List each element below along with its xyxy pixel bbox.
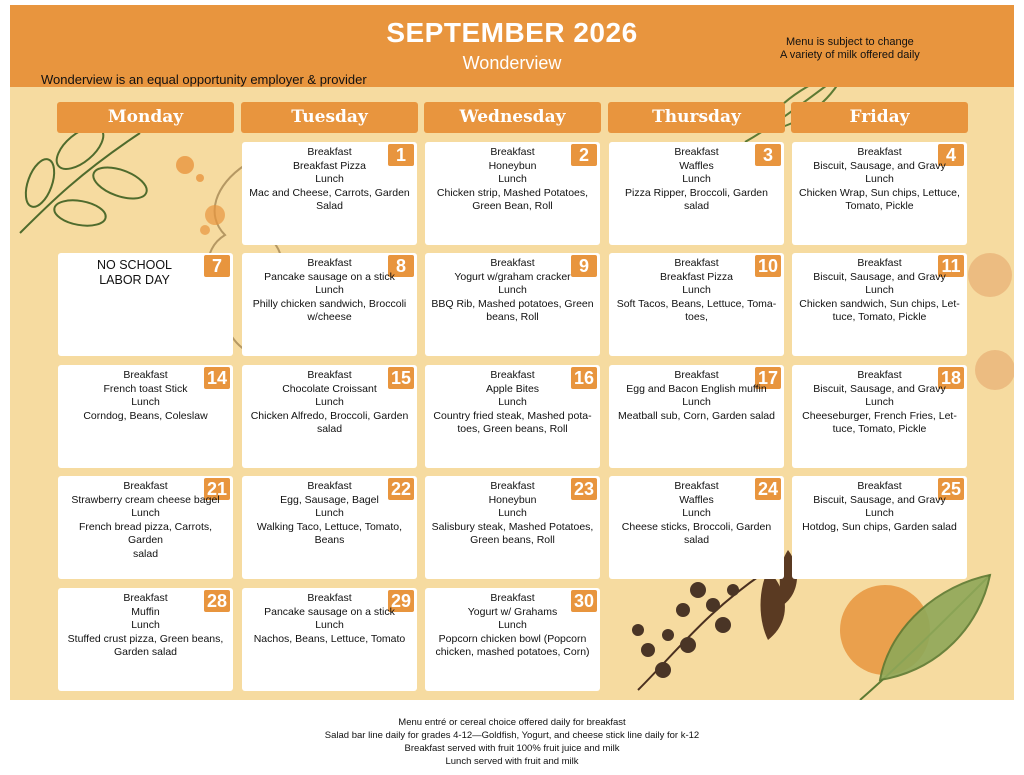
- menu-line: Breakfast: [857, 146, 902, 158]
- menu-text: [246, 592, 413, 646]
- day-cell-tuesday: [242, 253, 417, 356]
- footer-line: Lunch served with fruit and milk: [445, 756, 579, 767]
- menu-line: Strawberry cream cheese bagel: [71, 493, 220, 506]
- footer-line: Menu entré or cereal choice offered daily for breakfast: [398, 717, 626, 728]
- menu-line: Lunch: [865, 173, 894, 185]
- calendar-frame: [10, 5, 1014, 700]
- menu-line: Breakfast: [490, 257, 535, 269]
- day-cell-wednesday: [425, 253, 600, 356]
- menu-line: Biscuit, Sausage, and Gravy: [813, 382, 946, 395]
- menu-line: Breakfast: [123, 480, 168, 492]
- menu-line: Lunch: [315, 507, 344, 519]
- menu-line: Green Bean, Roll: [472, 200, 553, 212]
- menu-text: [613, 257, 780, 325]
- header-notes: [780, 36, 920, 62]
- day-cell-tuesday: [242, 365, 417, 468]
- menu-line: Meatball sub, Corn, Garden salad: [617, 409, 775, 422]
- berry-branch-icon: [960, 245, 1014, 405]
- menu-line: Breakfast: [857, 480, 902, 492]
- date-number: 21: [204, 478, 230, 500]
- menu-line: Popcorn chicken bowl (Popcorn: [438, 632, 587, 645]
- menu-line: Lunch: [315, 284, 344, 296]
- menu-line: Breakfast: [307, 369, 352, 381]
- eeo-statement: Wonderview is an equal opportunity employer & provider: [41, 72, 367, 87]
- day-cell-thursday: [609, 142, 784, 245]
- menu-line: BBQ Rib, Mashed potatoes, Green: [431, 297, 594, 310]
- menu-line: Salisbury steak, Mashed Potatoes,: [431, 520, 594, 533]
- menu-text: [429, 369, 596, 437]
- menu-line: salad: [316, 423, 343, 435]
- day-cell-wednesday: [425, 476, 600, 579]
- menu-line: Lunch: [682, 284, 711, 296]
- menu-line: Breakfast: [123, 592, 168, 604]
- menu-line: Mac and Cheese, Carrots, Garden: [249, 186, 410, 199]
- menu-line: Lunch: [315, 619, 344, 631]
- note-menu-change: Menu is subject to change: [786, 36, 914, 48]
- holiday-note: [66, 258, 203, 288]
- menu-line: Breakfast Pizza: [660, 270, 733, 283]
- menu-line: Lunch: [498, 507, 527, 519]
- day-header-monday: Monday: [57, 102, 234, 133]
- date-number: 2: [571, 144, 597, 166]
- menu-line: Lunch: [131, 507, 160, 519]
- day-header-friday: Friday: [791, 102, 968, 133]
- menu-line: Muffin: [131, 605, 160, 618]
- menu-text: [613, 146, 780, 214]
- menu-line: Breakfast: [307, 592, 352, 604]
- menu-line: Lunch: [315, 173, 344, 185]
- date-number: 11: [938, 255, 964, 277]
- menu-line: Waffles: [679, 493, 714, 506]
- date-number: 4: [938, 144, 964, 166]
- date-number: 7: [204, 255, 230, 277]
- menu-line: Lunch: [682, 173, 711, 185]
- menu-line: Biscuit, Sausage, and Gravy: [813, 493, 946, 506]
- menu-line: Salad: [316, 200, 343, 212]
- menu-text: [796, 480, 963, 534]
- menu-line: w/cheese: [307, 311, 352, 323]
- menu-text: [62, 480, 229, 561]
- day-cell-tuesday: [242, 476, 417, 579]
- date-number: 25: [938, 478, 964, 500]
- menu-line: Breakfast: [674, 369, 719, 381]
- menu-line: Nachos, Beans, Lettuce, Tomato: [253, 632, 406, 645]
- footer-notes: [0, 716, 1024, 768]
- menu-text: [246, 257, 413, 325]
- menu-line: Country fried steak, Mashed pota-: [433, 409, 592, 422]
- menu-line: tuce, Tomato, Pickle: [832, 311, 927, 323]
- menu-line: Breakfast: [490, 592, 535, 604]
- menu-line: Chocolate Croissant: [282, 382, 377, 395]
- menu-line: Breakfast: [490, 146, 535, 158]
- menu-line: Lunch: [865, 396, 894, 408]
- menu-line: Breakfast: [123, 369, 168, 381]
- ink-splatter-icon: [170, 150, 210, 190]
- day-header-thursday: Thursday: [608, 102, 785, 133]
- menu-line: Breakfast: [307, 146, 352, 158]
- menu-line: Tomato, Pickle: [845, 200, 914, 212]
- menu-line: Cheese sticks, Broccoli, Garden: [621, 520, 772, 533]
- menu-line: Apple Bites: [485, 382, 540, 395]
- school-name: Wonderview: [462, 53, 562, 73]
- date-number: 9: [571, 255, 597, 277]
- menu-line: Egg, Sausage, Bagel: [280, 493, 379, 506]
- menu-line: salad: [132, 547, 159, 560]
- menu-text: [429, 257, 596, 325]
- menu-line: Cheeseburger, French Fries, Let-: [802, 409, 957, 422]
- menu-line: Breakfast: [490, 480, 535, 492]
- menu-line: Breakfast: [674, 480, 719, 492]
- menu-line: Lunch: [865, 284, 894, 296]
- day-cell-friday: [792, 365, 967, 468]
- menu-line: Lunch: [865, 507, 894, 519]
- day-cell-monday: [58, 253, 233, 356]
- menu-line: Yogurt w/graham cracker: [454, 270, 571, 283]
- menu-line: Hotdog, Sun chips, Garden salad: [802, 520, 957, 533]
- menu-text: [62, 592, 229, 660]
- day-cell-thursday: [609, 253, 784, 356]
- footer-line: Salad bar line daily for grades 4-12—Goldfish, Yogurt, and cheese stick line daily for k-12: [324, 730, 700, 741]
- menu-line: Lunch: [498, 284, 527, 296]
- note-milk: A variety of milk offered daily: [780, 49, 920, 61]
- day-cell-wednesday: [425, 588, 600, 691]
- menu-line: toes,: [685, 311, 708, 323]
- date-number: 14: [204, 367, 230, 389]
- date-number: 24: [755, 478, 781, 500]
- day-cell-friday: [792, 142, 967, 245]
- menu-line: chicken, mashed potatoes, Corn): [435, 646, 590, 658]
- menu-line: Honeybun: [488, 159, 537, 172]
- menu-line: Breakfast: [674, 257, 719, 269]
- date-number: 8: [388, 255, 414, 277]
- menu-line: Honeybun: [488, 493, 537, 506]
- leaf-icon: [850, 565, 1000, 700]
- menu-line: Egg and Bacon English muffin: [626, 382, 767, 395]
- menu-line: French toast Stick: [103, 382, 188, 395]
- menu-text: [796, 146, 963, 214]
- menu-line: Philly chicken sandwich, Broccoli: [252, 297, 407, 310]
- day-cell-tuesday: [242, 142, 417, 245]
- day-header-wednesday: Wednesday: [424, 102, 601, 133]
- menu-line: Lunch: [498, 396, 527, 408]
- page-title: SEPTEMBER 2026: [386, 17, 638, 48]
- menu-text: [62, 369, 229, 423]
- day-cell-friday: [792, 476, 967, 579]
- menu-line: Waffles: [679, 159, 714, 172]
- leaf-icon: [10, 113, 160, 253]
- day-cell-monday: [58, 476, 233, 579]
- menu-line: Pizza Ripper, Broccoli, Garden salad: [625, 186, 768, 212]
- menu-text: [246, 146, 413, 214]
- menu-line: Corndog, Beans, Coleslaw: [83, 409, 208, 422]
- menu-text: [796, 257, 963, 325]
- date-number: 16: [571, 367, 597, 389]
- menu-line: Breakfast Pizza: [293, 159, 366, 172]
- day-header-tuesday: Tuesday: [241, 102, 418, 133]
- menu-line: Beans: [314, 534, 345, 546]
- date-number: 28: [204, 590, 230, 612]
- menu-line: salad: [683, 534, 710, 546]
- menu-line: tuce, Tomato, Pickle: [832, 423, 927, 435]
- menu-line: Garden salad: [113, 646, 178, 658]
- menu-text: [246, 369, 413, 437]
- day-cell-wednesday: [425, 142, 600, 245]
- menu-line: Lunch: [498, 173, 527, 185]
- menu-line: Pancake sausage on a stick: [264, 270, 395, 283]
- day-cell-tuesday: [242, 588, 417, 691]
- menu-line: Green beans, Roll: [470, 534, 555, 546]
- menu-line: Chicken sandwich, Sun chips, Let-: [799, 297, 960, 310]
- day-cell-monday: [58, 588, 233, 691]
- menu-text: [429, 146, 596, 214]
- date-number: 23: [571, 478, 597, 500]
- menu-line: Breakfast: [674, 146, 719, 158]
- footer-line: Breakfast served with fruit 100% fruit juice and milk: [404, 743, 620, 754]
- menu-line: Chicken Alfredo, Broccoli, Garden: [250, 409, 409, 422]
- day-cell-friday: [792, 253, 967, 356]
- date-number: 3: [755, 144, 781, 166]
- menu-line: toes, Green beans, Roll: [457, 423, 568, 435]
- menu-line: Soft Tacos, Beans, Lettuce, Toma-: [616, 297, 777, 310]
- menu-line: beans, Roll: [486, 311, 539, 323]
- menu-line: Biscuit, Sausage, and Gravy: [813, 159, 946, 172]
- menu-line: Pancake sausage on a stick: [264, 605, 395, 618]
- date-number: 15: [388, 367, 414, 389]
- day-cell-wednesday: [425, 365, 600, 468]
- day-cell-thursday: [609, 365, 784, 468]
- date-number: 29: [388, 590, 414, 612]
- day-cell-thursday: [609, 476, 784, 579]
- menu-line: Breakfast: [307, 480, 352, 492]
- menu-line: LABOR DAY: [99, 273, 170, 287]
- menu-line: Lunch: [315, 396, 344, 408]
- menu-line: Breakfast: [490, 369, 535, 381]
- date-number: 22: [388, 478, 414, 500]
- menu-line: Biscuit, Sausage, and Gravy: [813, 270, 946, 283]
- menu-line: Breakfast: [857, 257, 902, 269]
- menu-line: Chicken strip, Mashed Potatoes,: [436, 186, 589, 199]
- menu-text: [429, 480, 596, 548]
- menu-text: [429, 592, 596, 660]
- menu-text: [613, 480, 780, 548]
- menu-line: Stuffed crust pizza, Green beans,: [67, 632, 224, 645]
- date-number: 30: [571, 590, 597, 612]
- menu-line: NO SCHOOL: [96, 258, 172, 272]
- menu-line: Lunch: [682, 507, 711, 519]
- menu-line: Lunch: [131, 396, 160, 408]
- menu-text: [613, 369, 780, 423]
- date-number: 1: [388, 144, 414, 166]
- menu-line: Breakfast: [857, 369, 902, 381]
- date-number: 10: [755, 255, 781, 277]
- menu-line: Lunch: [131, 619, 160, 631]
- menu-line: French bread pizza, Carrots, Garden: [78, 520, 213, 546]
- date-number: 17: [755, 367, 781, 389]
- menu-line: Yogurt w/ Grahams: [467, 605, 558, 618]
- menu-line: Walking Taco, Lettuce, Tomato,: [256, 520, 403, 533]
- menu-line: Lunch: [682, 396, 711, 408]
- menu-line: Breakfast: [307, 257, 352, 269]
- menu-text: [796, 369, 963, 437]
- date-number: 18: [938, 367, 964, 389]
- menu-line: Chicken Wrap, Sun chips, Lettuce,: [799, 186, 960, 199]
- menu-text: [246, 480, 413, 548]
- day-cell-monday: [58, 365, 233, 468]
- menu-line: Lunch: [498, 619, 527, 631]
